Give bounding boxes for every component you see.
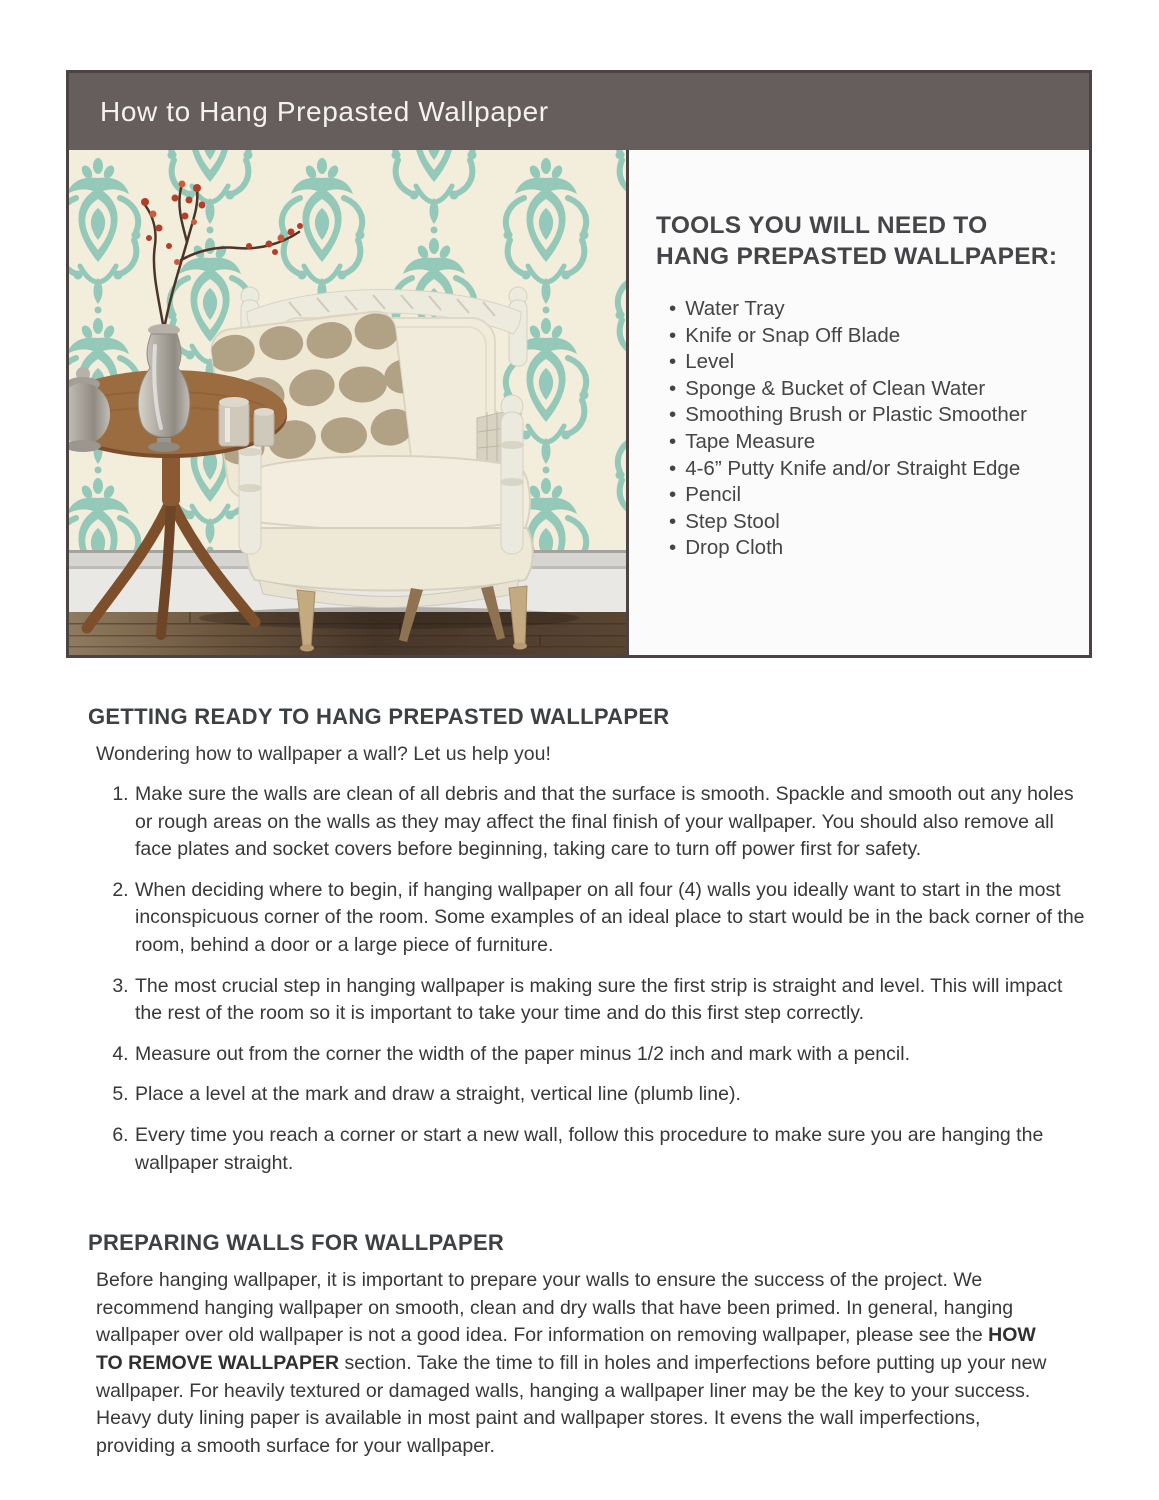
tool-item: • Pencil bbox=[669, 482, 1063, 509]
step-item: 2. When deciding where to begin, if hanging wallpaper on all four (4) walls you ideally want to start in the most inconspicuous corner of the room. Some examples of an ideal place to start would be in the back corner of the room, behind a door or a large piece of furniture. bbox=[134, 877, 1088, 960]
section-preparing-walls bbox=[88, 1230, 1088, 1460]
wood-floor bbox=[69, 607, 626, 655]
bullet-icon: • bbox=[669, 429, 677, 453]
tool-item: • Step Stool bbox=[669, 509, 1063, 536]
section-getting-ready bbox=[88, 704, 1088, 1177]
bullet-icon: • bbox=[669, 536, 677, 560]
card-title-bar bbox=[69, 73, 1089, 150]
preparing-walls-paragraph bbox=[88, 1267, 1064, 1460]
card-body bbox=[69, 150, 1089, 655]
hero-photo bbox=[69, 150, 626, 655]
bullet-icon: • bbox=[669, 376, 677, 400]
article-body bbox=[88, 704, 1088, 1460]
bullet-icon: • bbox=[669, 350, 677, 374]
preparing-walls-heading: PREPARING WALLS FOR WALLPAPER bbox=[88, 1230, 505, 1256]
tool-item: • 4-6” Putty Knife and/or Straight Edge bbox=[669, 456, 1063, 483]
inline-bold-reference: HOW TO REMOVE WALLPAPER bbox=[96, 1324, 1036, 1374]
steps-list bbox=[88, 781, 1088, 1177]
bullet-icon: • bbox=[669, 297, 677, 320]
bullet-icon: • bbox=[669, 509, 677, 533]
step-item: 6. Every time you reach a corner or start a new wall, follow this procedure to make sure you are hanging the wallpaper straight. bbox=[134, 1122, 1088, 1177]
tool-item: • Drop Cloth bbox=[669, 535, 1063, 562]
step-item: 4. Measure out from the corner the width of the paper minus 1/2 inch and mark with a pencil. bbox=[134, 1041, 1088, 1069]
tool-item: • Knife or Snap Off Blade bbox=[669, 323, 1063, 350]
tools-panel bbox=[626, 150, 1089, 655]
bullet-icon: • bbox=[669, 323, 677, 347]
getting-ready-intro: Wondering how to wallpaper a wall? Let us help you! bbox=[96, 743, 551, 765]
tools-heading: TOOLS YOU WILL NEED TO HANG PREPASTED WALLPAPER: bbox=[656, 212, 1058, 270]
bullet-icon: • bbox=[669, 403, 677, 427]
paragraph-text: section. Take the time to fill in holes and imperfections before putting up your new wallpaper. For heavily textured or damaged walls, hanging a wallpaper liner may be the key to your success. Heavy duty lining paper is available in most paint and wallpaper stores. It evens the wall imperfections, providing a smooth surface for your wallpaper. bbox=[96, 1351, 1047, 1457]
tool-item: • Water Tray bbox=[669, 296, 1063, 323]
tools-list bbox=[656, 296, 1063, 562]
tool-item: • Level bbox=[669, 349, 1063, 376]
paragraph-text: Before hanging wallpaper, it is important to prepare your walls to ensure the success of the project. We recommend hanging wallpaper on smooth, clean and dry walls that have been primed. In general, hanging wallpaper over old wallpaper is not a good idea. For information on removing wallpaper, please see the bbox=[96, 1269, 1014, 1347]
step-item: 3. The most crucial step in hanging wallpaper is making sure the first strip is straight and level. This will impact the rest of the room so it is important to take your time and do this first step correctly. bbox=[134, 973, 1088, 1028]
step-item: 5. Place a level at the mark and draw a straight, vertical line (plumb line). bbox=[134, 1081, 1088, 1109]
bullet-icon: • bbox=[669, 483, 677, 507]
bullet-icon: • bbox=[669, 456, 677, 480]
room-illustration bbox=[69, 150, 626, 655]
tool-item: • Sponge & Bucket of Clean Water bbox=[669, 376, 1063, 403]
step-item: 1. Make sure the walls are clean of all debris and that the surface is smooth. Spackle and smooth out any holes or rough areas on the walls as they may affect the final finish of your wallpaper. You should also remove all face plates and socket covers before beginning, taking care to turn off power first for safety. bbox=[134, 781, 1088, 864]
instruction-card bbox=[66, 70, 1092, 658]
tool-item: • Smoothing Brush or Plastic Smoother bbox=[669, 402, 1063, 429]
tool-item: • Tape Measure bbox=[669, 429, 1063, 456]
getting-ready-heading: GETTING READY TO HANG PREPASTED WALLPAPER bbox=[88, 704, 670, 729]
page-title: How to Hang Prepasted Wallpaper bbox=[100, 95, 549, 127]
